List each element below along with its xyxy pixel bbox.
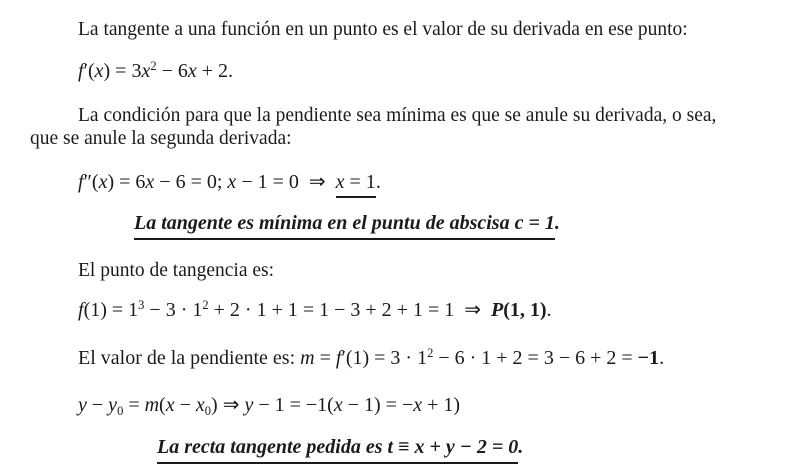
text-segment: x (333, 394, 343, 416)
text-segment: x (98, 171, 108, 193)
text-segment: f (335, 347, 342, 369)
text-segment: m (144, 394, 160, 416)
text-segment: . (518, 436, 524, 458)
text-segment: x (336, 171, 345, 198)
text-segment: 2 (150, 59, 157, 73)
text-segment: 0 (117, 404, 124, 418)
text-segment: + 2 · 1 + 1 = 1 − 3 + 2 + 1 = 1 ⇒ (208, 299, 491, 321)
text-segment: ) ⇒ (211, 394, 245, 416)
text-segment: + 2. (196, 60, 234, 82)
conclusion-minimum-tangent (134, 211, 560, 235)
text-segment: − 3 · 1 (144, 299, 203, 321)
text-segment: La tangente es mínima en el puntu de abscisa c = 1 (134, 212, 555, 240)
text-segment: P (491, 299, 504, 321)
text-segment: = (314, 347, 336, 369)
text-segment: x (141, 60, 151, 82)
formula-second-derivative (78, 170, 381, 194)
text-segment: + 1) (422, 394, 461, 416)
text-segment: x (145, 171, 155, 193)
text-segment: (1, 1) (503, 299, 547, 321)
text-segment: x (195, 394, 205, 416)
text-segment: 3 (138, 298, 145, 312)
text-segment: − 1) = − (342, 394, 414, 416)
text-segment: − 6 · 1 + 2 = 3 − 6 + 2 = (433, 347, 638, 369)
text-segment: . (554, 212, 560, 234)
text-segment: La recta tangente pedida es t ≡ x + y − 2 = 0 (157, 436, 518, 464)
text-segment: ′( (83, 60, 95, 82)
text-segment: El valor de la pendiente es: (78, 347, 301, 369)
text-segment: x (165, 394, 175, 416)
text-segment: − (86, 394, 109, 416)
paragraph-minimum-condition (30, 104, 722, 150)
text-segment: 2 (202, 298, 209, 312)
text-segment: −1 (637, 347, 660, 369)
text-segment: x (227, 171, 237, 193)
text-segment: − 6 = 0; (154, 171, 228, 193)
text-segment: f (78, 299, 84, 321)
text-segment: La condición para que la pendiente sea mínima es que se anule su derivada, o sea, que se anule la segunda derivada: (30, 105, 717, 149)
formula-point-evaluation (78, 298, 552, 322)
text-segment: ) = 3 (103, 60, 142, 82)
text-segment: y (108, 394, 118, 416)
text-segment: = (123, 394, 145, 416)
text-segment: ″( (83, 171, 99, 193)
text-segment: − 1 = 0 ⇒ (236, 171, 336, 193)
text-segment: − 6 (156, 60, 188, 82)
text-segment: . (375, 171, 381, 193)
text-segment: x (187, 60, 197, 82)
text-segment: . (659, 347, 665, 369)
formula-slope-value (78, 346, 664, 370)
text-segment: (1) = 1 (83, 299, 139, 321)
paragraph-tangency-point (78, 259, 274, 282)
text-segment: y (244, 394, 254, 416)
text-segment: ( (159, 394, 166, 416)
text-segment: x (413, 394, 423, 416)
text-segment: m (300, 347, 315, 369)
text-segment: 2 (427, 346, 434, 360)
conclusion-tangent-line (157, 435, 523, 459)
text-segment: f (78, 171, 84, 193)
text-segment: f (78, 60, 84, 82)
text-segment: ) = 6 (107, 171, 146, 193)
text-segment: . (546, 299, 552, 321)
formula-first-derivative (78, 59, 233, 83)
text-segment: − 1 = −1( (253, 394, 334, 416)
paragraph-tangent-intro (78, 18, 688, 41)
text-segment: y (78, 394, 87, 416)
text-segment: − (174, 394, 196, 416)
text-segment: El punto de tangencia es: (78, 260, 275, 281)
text-segment: = 1 (345, 171, 376, 198)
text-segment: La tangente a una función en un punto es el valor de su derivada en ese punto: (78, 19, 688, 40)
text-segment: x (94, 60, 104, 82)
text-segment: 0 (204, 404, 212, 418)
text-segment: ′(1) = 3 · 1 (341, 347, 428, 369)
formula-point-slope-line (78, 393, 460, 419)
